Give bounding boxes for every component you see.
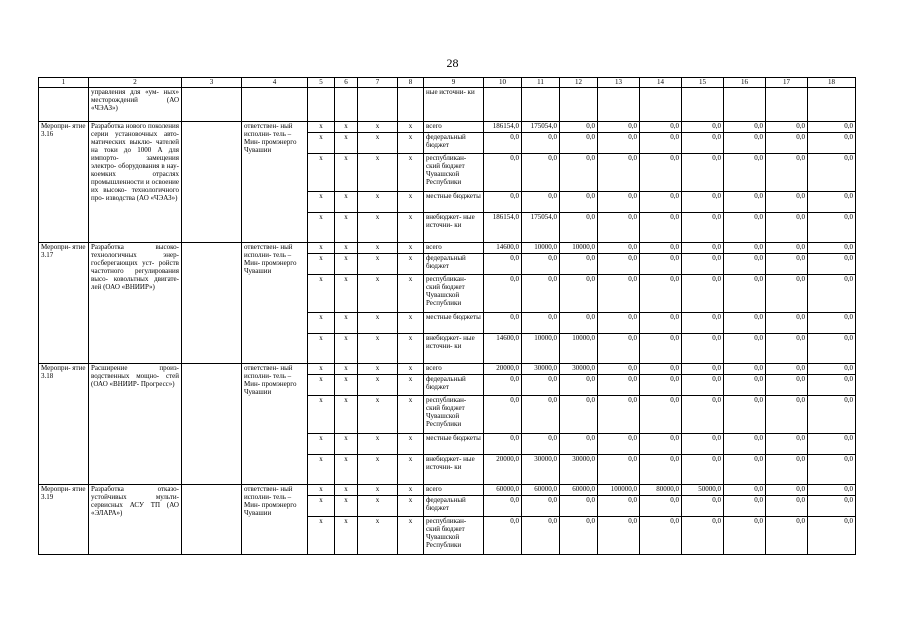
column-header: 13 <box>598 78 640 88</box>
column-header: 5 <box>308 78 335 88</box>
amount-cell: 0,0 <box>560 254 598 275</box>
code-cell: x <box>335 313 358 334</box>
code-cell: x <box>398 485 424 496</box>
code-cell: x <box>358 313 398 334</box>
amount-cell: 0,0 <box>640 313 682 334</box>
amount-cell: 0,0 <box>724 154 766 192</box>
code-cell: x <box>398 313 424 334</box>
code-cell: x <box>308 313 335 334</box>
amount-cell: 0,0 <box>522 517 560 555</box>
measure-id: Меропри- ятие 3.18 <box>39 364 89 485</box>
amount-cell: 0,0 <box>808 275 856 313</box>
amount-cell: 0,0 <box>560 192 598 213</box>
column-header: 4 <box>242 78 308 88</box>
amount-cell: 0,0 <box>808 254 856 275</box>
amount-cell: 30000,0 <box>560 455 598 485</box>
amount-cell: 0,0 <box>598 275 640 313</box>
amount-cell: 0,0 <box>808 192 856 213</box>
column-header: 8 <box>398 78 424 88</box>
amount-cell: 0,0 <box>522 275 560 313</box>
amount-cell: 0,0 <box>724 496 766 517</box>
code-cell: x <box>308 254 335 275</box>
measure-id: Меропри- ятие 3.19 <box>39 485 89 555</box>
amount-cell: 0,0 <box>522 313 560 334</box>
amount-cell: 0,0 <box>640 154 682 192</box>
code-cell: x <box>308 213 335 243</box>
amount-cell: 0,0 <box>598 313 640 334</box>
amount-cell: 0,0 <box>484 133 522 154</box>
column-header: 9 <box>424 78 484 88</box>
amount-cell: 0,0 <box>766 434 808 455</box>
measure-description: Расширение произ- водственных мощно- стей (ОАО «ВНИИР- Прогресс») <box>89 364 182 485</box>
amount-cell: 0,0 <box>640 496 682 517</box>
measure-executor: ответствен- ный исполни- тель – Мин- промэнерго Чувашии <box>242 485 308 555</box>
amount-cell: 0,0 <box>640 122 682 133</box>
table-row <box>39 122 856 133</box>
amount-cell: 0,0 <box>766 213 808 243</box>
code-cell: x <box>358 192 398 213</box>
amount-cell: 0,0 <box>640 455 682 485</box>
amount-cell: 0,0 <box>640 254 682 275</box>
amount-cell: 0,0 <box>598 243 640 254</box>
cell-col1 <box>39 88 89 122</box>
amount-cell: 0,0 <box>484 254 522 275</box>
code-cell: x <box>308 375 335 396</box>
continuation-row <box>39 88 856 122</box>
column-header: 18 <box>808 78 856 88</box>
amount-cell: 0,0 <box>522 133 560 154</box>
code-cell: x <box>308 517 335 555</box>
amount-cell: 186154,0 <box>484 213 522 243</box>
amount-cell: 0,0 <box>598 254 640 275</box>
amount-cell: 0,0 <box>484 496 522 517</box>
amount-cell: 0,0 <box>682 496 724 517</box>
amount-cell: 0,0 <box>682 275 724 313</box>
amount-cell: 10000,0 <box>522 334 560 364</box>
amount-cell: 0,0 <box>484 396 522 434</box>
code-cell: x <box>335 334 358 364</box>
amount-cell: 0,0 <box>808 455 856 485</box>
amount-cell: 0,0 <box>766 517 808 555</box>
amount-cell: 0,0 <box>808 396 856 434</box>
amount-cell: 0,0 <box>640 364 682 375</box>
funding-source: всего <box>424 485 484 496</box>
amount-cell: 0,0 <box>808 334 856 364</box>
amount-cell: 0,0 <box>560 517 598 555</box>
amount-cell: 60000,0 <box>522 485 560 496</box>
column-header: 7 <box>358 78 398 88</box>
amount-cell: 0,0 <box>560 375 598 396</box>
amount-cell: 10000,0 <box>560 334 598 364</box>
page-number: 28 <box>446 56 459 70</box>
code-cell: x <box>308 154 335 192</box>
funding-source: местные бюджеты <box>424 434 484 455</box>
code-cell: x <box>398 192 424 213</box>
funding-source: внебюджет- ные источни- ки <box>424 334 484 364</box>
code-cell: x <box>358 254 398 275</box>
code-cell: x <box>398 243 424 254</box>
column-header: 10 <box>484 78 522 88</box>
amount-cell: 100000,0 <box>598 485 640 496</box>
amount-cell: 0,0 <box>724 364 766 375</box>
amount-cell: 0,0 <box>560 154 598 192</box>
code-cell: x <box>308 485 335 496</box>
amount-cell: 175054,0 <box>522 213 560 243</box>
amount-cell: 10000,0 <box>560 243 598 254</box>
funding-source: внебюджет- ные источни- ки <box>424 213 484 243</box>
code-cell: x <box>308 364 335 375</box>
amount-cell: 0,0 <box>766 485 808 496</box>
code-cell: x <box>398 154 424 192</box>
amount-cell: 0,0 <box>484 434 522 455</box>
funding-source: всего <box>424 364 484 375</box>
amount-cell: 0,0 <box>560 122 598 133</box>
amount-cell: 0,0 <box>766 396 808 434</box>
amount-cell: 0,0 <box>640 334 682 364</box>
amount-cell: 0,0 <box>522 434 560 455</box>
code-cell: x <box>358 243 398 254</box>
code-cell: x <box>398 434 424 455</box>
cell-col3 <box>182 364 242 485</box>
funding-source: республикан- ский бюджет Чувашской Республики <box>424 517 484 555</box>
column-header: 14 <box>640 78 682 88</box>
column-header: 16 <box>724 78 766 88</box>
amount-cell: 0,0 <box>766 243 808 254</box>
amount-cell: 14600,0 <box>484 243 522 254</box>
amount-cell: 0,0 <box>560 213 598 243</box>
amount-cell: 0,0 <box>682 213 724 243</box>
measure-id: Меропри- ятие 3.16 <box>39 122 89 243</box>
amount-cell: 0,0 <box>724 122 766 133</box>
funding-source: федеральный бюджет <box>424 375 484 396</box>
amount-cell: 0,0 <box>598 496 640 517</box>
amount-cell: 0,0 <box>766 364 808 375</box>
amount-cell: 10000,0 <box>522 243 560 254</box>
code-cell: x <box>398 275 424 313</box>
amount-cell: 0,0 <box>682 192 724 213</box>
amount-cell: 0,0 <box>682 455 724 485</box>
code-cell: x <box>335 396 358 434</box>
amount-cell: 0,0 <box>522 496 560 517</box>
amount-cell: 30000,0 <box>522 364 560 375</box>
table-row <box>39 485 856 496</box>
funding-source: всего <box>424 243 484 254</box>
code-cell: x <box>335 434 358 455</box>
amount-cell: 0,0 <box>640 517 682 555</box>
amount-cell: 0,0 <box>808 243 856 254</box>
amount-cell: 0,0 <box>598 455 640 485</box>
amount-cell: 0,0 <box>560 133 598 154</box>
cell-col3 <box>182 122 242 243</box>
amount-cell: 0,0 <box>522 154 560 192</box>
table-row <box>39 364 856 375</box>
code-cell: x <box>335 213 358 243</box>
amount-cell: 0,0 <box>766 313 808 334</box>
amount-cell: 0,0 <box>682 434 724 455</box>
amount-cell: 0,0 <box>808 122 856 133</box>
cell-col3 <box>182 485 242 555</box>
amount-cell: 0,0 <box>522 375 560 396</box>
funding-source: федеральный бюджет <box>424 496 484 517</box>
code-cell: x <box>335 243 358 254</box>
amount-cell: 0,0 <box>484 375 522 396</box>
amount-cell: 0,0 <box>724 213 766 243</box>
measure-description: Разработка высоко- технологичных энер- госберегающих уст- ройств частотного регулирования высо- ковольтных двигате- лей (ОАО «ВНИИР») <box>89 243 182 364</box>
code-cell: x <box>358 364 398 375</box>
cell-col3 <box>182 243 242 364</box>
amount-cell: 0,0 <box>598 434 640 455</box>
amount-cell: 0,0 <box>598 192 640 213</box>
code-cell: x <box>398 496 424 517</box>
amount-cell: 0,0 <box>724 434 766 455</box>
funding-source: республикан- ский бюджет Чувашской Республики <box>424 275 484 313</box>
amount-cell: 0,0 <box>682 396 724 434</box>
code-cell: x <box>308 455 335 485</box>
amount-cell: 14600,0 <box>484 334 522 364</box>
amount-cell: 0,0 <box>598 213 640 243</box>
code-cell: x <box>308 496 335 517</box>
amount-cell: 0,0 <box>682 154 724 192</box>
amount-cell: 0,0 <box>682 133 724 154</box>
code-cell: x <box>358 375 398 396</box>
code-cell: x <box>335 133 358 154</box>
amount-cell: 0,0 <box>724 375 766 396</box>
amount-cell: 0,0 <box>522 396 560 434</box>
amount-cell: 0,0 <box>808 517 856 555</box>
amount-cell: 0,0 <box>640 243 682 254</box>
amount-cell: 0,0 <box>598 334 640 364</box>
amount-cell: 0,0 <box>560 275 598 313</box>
code-cell: x <box>398 396 424 434</box>
amount-cell: 0,0 <box>522 192 560 213</box>
code-cell: x <box>358 213 398 243</box>
amount-cell: 0,0 <box>808 313 856 334</box>
amount-cell: 186154,0 <box>484 122 522 133</box>
code-cell: x <box>335 455 358 485</box>
column-header: 1 <box>39 78 89 88</box>
code-cell: x <box>358 154 398 192</box>
amount-cell: 0,0 <box>522 254 560 275</box>
amount-cell: 0,0 <box>682 254 724 275</box>
code-cell: x <box>335 375 358 396</box>
column-header: 2 <box>89 78 182 88</box>
code-cell: x <box>308 334 335 364</box>
amount-cell: 20000,0 <box>484 364 522 375</box>
code-cell: x <box>335 122 358 133</box>
amount-cell: 30000,0 <box>522 455 560 485</box>
code-cell: x <box>335 154 358 192</box>
amount-cell: 0,0 <box>682 243 724 254</box>
amount-cell: 0,0 <box>682 375 724 396</box>
code-cell: x <box>358 496 398 517</box>
code-cell: x <box>308 275 335 313</box>
amount-cell: 0,0 <box>724 517 766 555</box>
code-cell: x <box>398 455 424 485</box>
amount-cell: 0,0 <box>560 396 598 434</box>
amount-cell: 0,0 <box>598 375 640 396</box>
amount-cell: 0,0 <box>484 275 522 313</box>
code-cell: x <box>358 133 398 154</box>
amount-cell: 0,0 <box>766 496 808 517</box>
amount-cell: 50000,0 <box>682 485 724 496</box>
code-cell: x <box>308 396 335 434</box>
amount-cell: 0,0 <box>560 496 598 517</box>
code-cell: x <box>398 133 424 154</box>
code-cell: x <box>308 122 335 133</box>
amount-cell: 0,0 <box>808 154 856 192</box>
amount-cell: 0,0 <box>598 133 640 154</box>
amount-cell: 0,0 <box>808 133 856 154</box>
column-header-row <box>39 78 856 88</box>
amount-cell: 0,0 <box>724 192 766 213</box>
code-cell: x <box>398 364 424 375</box>
measure-description: Разработка нового поколения серии установочных авто- матических выклю- чателей на токи до 1000 А для импорто- замещения электро- оборудования в нау- коемких отраслях промышленности и освоение их высоко- технологичного про- изводства (АО «ЧЭАЗ») <box>89 122 182 243</box>
amount-cell: 0,0 <box>598 396 640 434</box>
amount-cell: 80000,0 <box>640 485 682 496</box>
code-cell: x <box>358 334 398 364</box>
measure-executor: ответствен- ный исполни- тель – Мин- промэнерго Чувашии <box>242 243 308 364</box>
amount-cell: 0,0 <box>640 434 682 455</box>
amount-cell: 0,0 <box>640 375 682 396</box>
amount-cell: 0,0 <box>484 313 522 334</box>
amount-cell: 0,0 <box>484 154 522 192</box>
amount-cell: 0,0 <box>808 375 856 396</box>
code-cell: x <box>358 455 398 485</box>
funding-source: федеральный бюджет <box>424 254 484 275</box>
amount-cell: 0,0 <box>682 517 724 555</box>
amount-cell: 0,0 <box>640 213 682 243</box>
amount-cell: 0,0 <box>560 313 598 334</box>
table-body <box>39 88 856 555</box>
funding-source: республикан- ский бюджет Чувашской Республики <box>424 396 484 434</box>
amount-cell: 0,0 <box>766 133 808 154</box>
amount-cell: 0,0 <box>640 133 682 154</box>
code-cell: x <box>358 517 398 555</box>
code-cell: x <box>335 275 358 313</box>
code-cell: x <box>398 254 424 275</box>
amount-cell: 0,0 <box>808 434 856 455</box>
amount-cell: 30000,0 <box>560 364 598 375</box>
column-header: 3 <box>182 78 242 88</box>
amount-cell: 0,0 <box>682 122 724 133</box>
amount-cell: 0,0 <box>808 364 856 375</box>
amount-cell: 0,0 <box>808 213 856 243</box>
amount-cell: 60000,0 <box>560 485 598 496</box>
column-header: 17 <box>766 78 808 88</box>
code-cell: x <box>358 275 398 313</box>
code-cell: x <box>308 133 335 154</box>
code-cell: x <box>358 396 398 434</box>
amount-cell: 0,0 <box>766 334 808 364</box>
amount-cell: 0,0 <box>766 254 808 275</box>
code-cell: x <box>308 192 335 213</box>
amount-cell: 60000,0 <box>484 485 522 496</box>
amount-cell: 0,0 <box>724 254 766 275</box>
code-cell: x <box>335 192 358 213</box>
amount-cell: 0,0 <box>724 243 766 254</box>
amount-cell: 0,0 <box>560 434 598 455</box>
amount-cell: 0,0 <box>724 275 766 313</box>
amount-cell: 0,0 <box>766 192 808 213</box>
amount-cell: 0,0 <box>640 396 682 434</box>
amount-cell: 0,0 <box>724 396 766 434</box>
amount-cell: 0,0 <box>682 364 724 375</box>
code-cell: x <box>308 434 335 455</box>
amount-cell: 0,0 <box>724 313 766 334</box>
amount-cell: 0,0 <box>598 154 640 192</box>
funding-source: федеральный бюджет <box>424 133 484 154</box>
measure-executor: ответствен- ный исполни- тель – Мин- промэнерго Чувашии <box>242 364 308 485</box>
amount-cell: 175054,0 <box>522 122 560 133</box>
code-cell: x <box>335 485 358 496</box>
budget-table <box>38 77 856 555</box>
amount-cell: 0,0 <box>766 455 808 485</box>
amount-cell: 0,0 <box>724 334 766 364</box>
amount-cell: 0,0 <box>598 364 640 375</box>
amount-cell: 0,0 <box>598 122 640 133</box>
code-cell: x <box>398 213 424 243</box>
measure-id: Меропри- ятие 3.17 <box>39 243 89 364</box>
column-header: 15 <box>682 78 724 88</box>
amount-cell: 0,0 <box>724 133 766 154</box>
code-cell: x <box>398 375 424 396</box>
code-cell: x <box>358 485 398 496</box>
funding-source: республикан- ский бюджет Чувашской Республики <box>424 154 484 192</box>
funding-source: местные бюджеты <box>424 313 484 334</box>
amount-cell: 0,0 <box>484 517 522 555</box>
code-cell: x <box>335 517 358 555</box>
amount-cell: 0,0 <box>682 334 724 364</box>
continuation-source: ные источни- ки <box>424 88 484 122</box>
funding-source: внебюджет- ные источни- ки <box>424 455 484 485</box>
code-cell: x <box>358 434 398 455</box>
amount-cell: 0,0 <box>808 496 856 517</box>
code-cell: x <box>398 334 424 364</box>
amount-cell: 0,0 <box>724 455 766 485</box>
amount-cell: 0,0 <box>598 517 640 555</box>
amount-cell: 0,0 <box>682 313 724 334</box>
continuation-description: управления для «ум- ных» месторождений (АО «ЧЭАЗ») <box>89 88 182 122</box>
amount-cell: 0,0 <box>724 485 766 496</box>
code-cell: x <box>335 254 358 275</box>
column-header: 6 <box>335 78 358 88</box>
code-cell: x <box>308 243 335 254</box>
table-row <box>39 243 856 254</box>
code-cell: x <box>335 364 358 375</box>
funding-source: местные бюджеты <box>424 192 484 213</box>
column-header: 11 <box>522 78 560 88</box>
amount-cell: 0,0 <box>766 375 808 396</box>
funding-source: всего <box>424 122 484 133</box>
amount-cell: 0,0 <box>766 275 808 313</box>
column-header: 12 <box>560 78 598 88</box>
amount-cell: 0,0 <box>640 275 682 313</box>
amount-cell: 0,0 <box>640 192 682 213</box>
code-cell: x <box>398 517 424 555</box>
amount-cell: 20000,0 <box>484 455 522 485</box>
measure-description: Разработка отказо- устойчивых мульти- сервисных АСУ ТП (АО «ЭЛАРА») <box>89 485 182 555</box>
amount-cell: 0,0 <box>766 154 808 192</box>
amount-cell: 0,0 <box>808 485 856 496</box>
amount-cell: 0,0 <box>766 122 808 133</box>
code-cell: x <box>335 496 358 517</box>
amount-cell: 0,0 <box>484 192 522 213</box>
measure-executor: ответствен- ный исполни- тель – Мин- промэнерго Чувашии <box>242 122 308 243</box>
code-cell: x <box>358 122 398 133</box>
code-cell: x <box>398 122 424 133</box>
